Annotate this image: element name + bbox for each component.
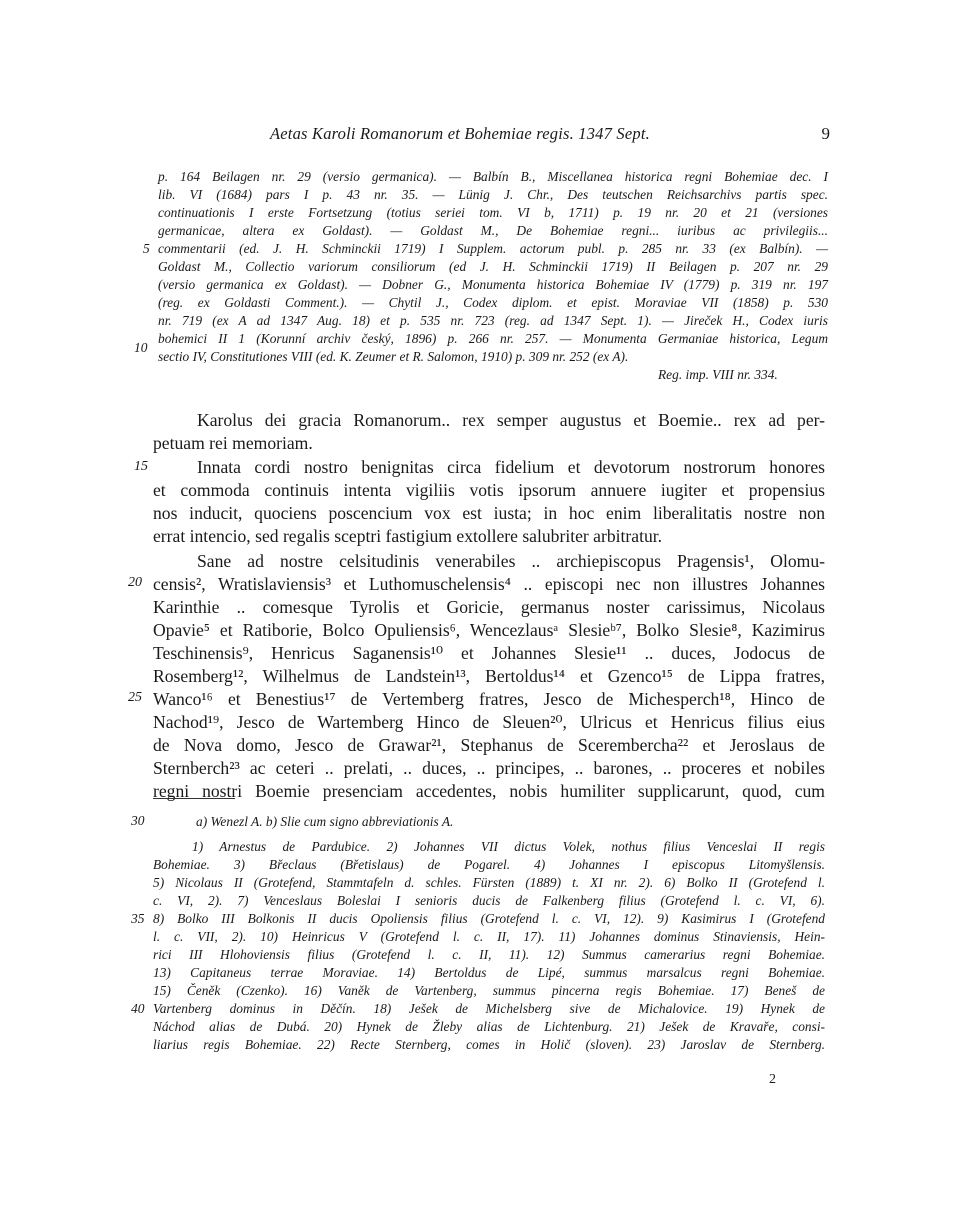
line-number: 30 [131,813,145,828]
bibliography-line: p. 164 Beilagen nr. 29 (versio germanica). — Balbín B., Miscellanea historica regni Bohemiae dec. I [158,169,828,184]
text-line: Wanco¹⁶ et Benestius¹⁷ de Vertemberg fratres, Jesco de Michesperch¹⁸, Hinco de [153,689,825,709]
text-line: et commoda continuis intenta vigiliis votis ipsorum annuere iugiter et propensius [153,480,825,500]
text-line: Karolus dei gracia Romanorum.. rex semper augustus et Boemie.. rex ad per- [197,410,825,430]
bibliography-line: lib. VI (1684) pars I p. 43 nr. 35. — Lünig J. Chr., Des teutschen Reichsarchivs partis spec. [158,187,828,202]
bibliography-line: Goldast M., Collectio variorum consiliorum (ed J. H. Schminckii 1719) II Beilagen p. 207 nr. 29 [158,259,828,274]
text-line: Rosemberg¹², Wilhelmus de Landstein¹³, Bertoldus¹⁴ et Gzenco¹⁵ de Lippa fratres, [153,666,825,686]
footnote-line: Vartenberg dominus in Děčín. 18) Ješek de Michelsberg sive de Michalovice. 19) Hynek de [153,1001,825,1016]
footnote-line: Bohemiae. 3) Břeclaus (Břetislaus) de Pogarel. 4) Johannes I episcopus Litomyšlensis. [153,857,825,872]
text-line: Sternberch²³ ac ceteri .. prelati, .. duces, .. principes, .. barones, .. proceres et nobiles [153,758,825,778]
bibliography-line: commentarii (ed. J. H. Schminckii 1719) I Supplem. actorum publ. p. 285 nr. 33 (ex Balbín). — [158,241,828,256]
text-line: censis², Wratislaviensis³ et Luthomuschelensis⁴ .. episcopi nec non illustres Johannes [153,574,825,594]
signature-mark: 2 [769,1072,776,1087]
footnote-line: l. c. VII, 2). 10) Heinricus V (Grotefend l. c. II, 17). 11) Johannes dominus Stinaviensis, Hein- [153,929,825,944]
text-line: de Nova domo, Jesco de Grawar²¹, Stephanus de Scerembercha²² et Jeroslaus de [153,735,825,755]
line-number: 15 [134,459,148,474]
bibliography-line: continuationis I erste Fortsetzung (totius seriei tom. VI b, 1711) p. 19 nr. 20 et 21 (versiones [158,205,828,220]
footnote-line: 13) Capitaneus terrae Moraviae. 14) Bertoldus de Lipé, summus marsalcus regni Bohemiae. [153,965,825,980]
text-line: nos inducit, quociens poscencium vox est iusta; in hoc enim liberalitatis nostre non [153,503,825,523]
line-number: 35 [131,911,145,926]
text-line: Sane ad nostre celsitudinis venerabiles .. archiepiscopus Pragensis¹, Olomu- [197,551,825,571]
footnote-line: 15) Čeněk (Czenko). 16) Vaněk de Vartenberg, summus pincerna regis Bohemiae. 17) Beneš de [153,983,825,998]
line-number: 25 [128,690,142,705]
page-number: 9 [821,124,830,143]
bibliography-line: sectio IV, Constitutiones VIII (ed. K. Zeumer et R. Salomon, 1910) p. 309 nr. 252 (ex A). [158,349,629,364]
footnote-rule [153,798,235,799]
line-number: 5 [143,241,150,256]
footnote-line: 5) Nicolaus II (Grotefend, Stammtafeln d. schles. Fürsten (1889) t. XI nr. 2). 6) Bolko II (Grotefend l. [153,875,825,890]
text-line: Nachod¹⁹, Jesco de Wartemberg Hinco de Sleuen²⁰, Ulricus et Henricus filius eius [153,712,825,732]
running-header [270,124,830,144]
text-line: petuam rei memoriam. [153,433,313,453]
footnote-line: c. VI, 2). 7) Venceslaus Boleslai I senioris ducis de Falkenberg filius (Grotefend l. c. VI, 6). [153,893,825,908]
line-number: 10 [134,340,148,355]
text-line: Opavie⁵ et Ratiborie, Bolco Opuliensis⁶, Wencezlausᵃ Slesieᵇ⁷, Bolko Slesie⁸, Kazimirus [153,620,825,640]
footnote-line: 8) Bolko III Bolkonis II ducis Opoliensis filius (Grotefend l. c. VI, 12). 9) Kasimirus I (Grotefend [153,911,825,926]
critical-apparatus-note: a) Wenezl A. b) Slie cum signo abbreviationis A. [196,814,454,829]
bibliography-line: (versio germanica ex Goldast). — Dobner G., Monumenta historica Bohemiae IV (1779) p. 319 nr. 197 [158,277,828,292]
text-line: regni nostri Boemie presenciam accedentes, nobis humiliter supplicarunt, quod, cum [153,781,825,801]
line-number: 40 [131,1001,145,1016]
footnote-line: liarius regis Bohemiae. 22) Recte Sternberg, comes in Holič (sloven). 23) Jaroslav de Sternberg. [153,1037,825,1052]
bibliography-line: germanicae, altera ex Goldast). — Goldast M., De Bohemiae regni... iuribus ac privilegiis... [158,223,828,238]
bibliography-line: bohemici II 1 (Korunní archiv český, 1896) p. 266 nr. 257. — Monumenta Germaniae historica, Legum [158,331,828,346]
regesta-reference: Reg. imp. VIII nr. 334. [658,367,778,382]
line-number: 20 [128,575,142,590]
text-line: Karinthie .. comesque Tyrolis et Goricie, germanus noster carissimus, Nicolaus [153,597,825,617]
footnote-line: Náchod alias de Dubá. 20) Hynek de Žleby alias de Lichtenburg. 21) Ješek de Kravaře, consi- [153,1019,825,1034]
footnote-line: 1) Arnestus de Pardubice. 2) Johannes VII dictus Volek, nothus filius Venceslai II regis [192,839,825,854]
footnote-line: rici III Hlohoviensis filius (Grotefend l. c. II, 11). 12) Summus camerarius regni Bohemiae. [153,947,825,962]
bibliography-line: nr. 719 (ex A ad 1347 Aug. 18) et p. 535 nr. 723 (reg. ad 1347 Sept. 1). — Jireček H., Codex iuris [158,313,828,328]
text-line: Teschinensis⁹, Henricus Saganensis¹⁰ et Johannes Slesie¹¹ .. duces, Jodocus de [153,643,825,663]
bibliography-line: (reg. ex Goldasti Comment.). — Chytil J., Codex diplom. et epist. Moraviae VII (1858) p. 530 [158,295,828,310]
text-line: Innata cordi nostro benignitas circa fidelium et devotorum nostrorum honores [197,457,825,477]
running-title: Aetas Karoli Romanorum et Bohemiae regis. 1347 Sept. [270,124,650,143]
text-line: errat intencio, sed regalis sceptri fastigium extollere salubriter arbitratur. [153,526,663,546]
